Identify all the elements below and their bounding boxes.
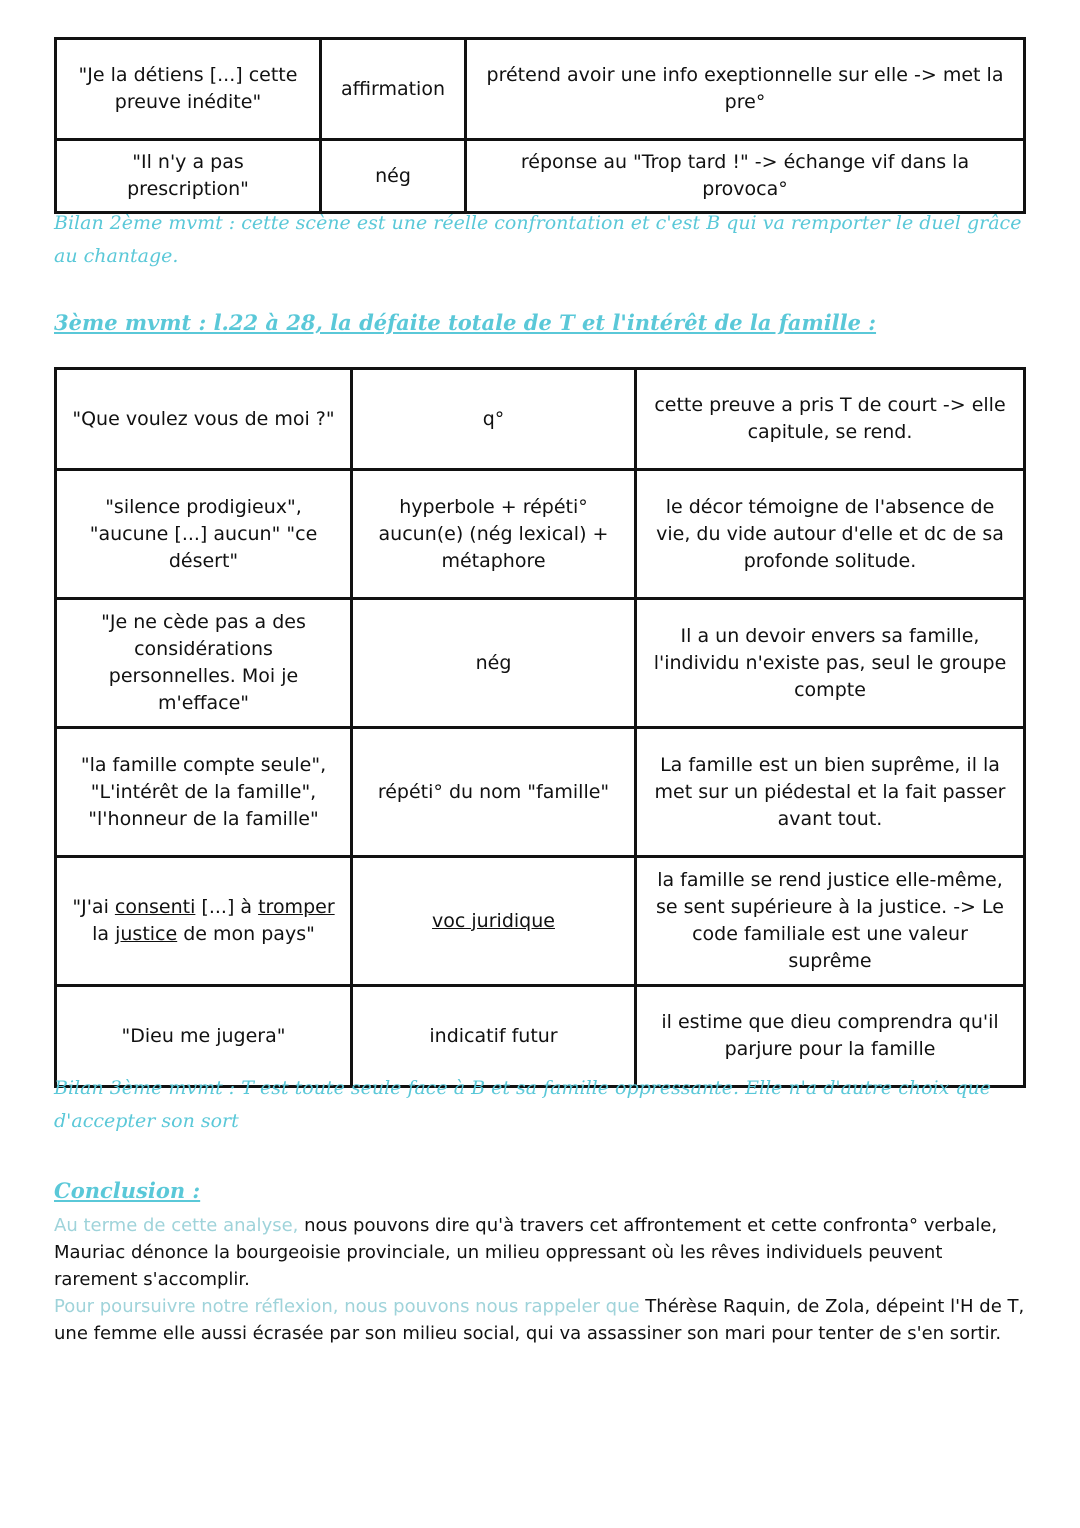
process-cell: q°	[352, 369, 636, 470]
quote-cell: "Que voulez vous de moi ?"	[56, 369, 352, 470]
analysis-table-part3	[54, 367, 1026, 1088]
process-cell: nég	[321, 140, 466, 213]
conclusion-paragraph-1: Au terme de cette analyse, nous pouvons dire qu'à travers cet affrontement et cette confronta° verbale, Mauriac dénonce la bourgeoisie provinciale, un milieu oppressant où les rêves individuels peuvent rarement s'accomplir.	[54, 1215, 998, 1290]
analysis-table-part2	[54, 37, 1026, 214]
table-row	[56, 857, 1025, 986]
interpretation-cell: la famille se rend justice elle-même, se sent supérieure à la justice. -> Le code familiale est une valeur suprême	[636, 857, 1025, 986]
process-cell: nég	[352, 599, 636, 728]
process-cell: voc juridique	[352, 857, 636, 986]
process-cell: répéti° du nom "famille"	[352, 728, 636, 857]
section-3-title: 3ème mvmt : l.22 à 28, la défaite totale de T et l'intérêt de la famille :	[54, 310, 877, 335]
quote-cell: "J'ai consenti [...] à tromper la justice de mon pays"	[56, 857, 352, 986]
table-row	[56, 140, 1025, 213]
interpretation-cell: le décor témoigne de l'absence de vie, du vide autour d'elle et dc de sa profonde solitude.	[636, 470, 1025, 599]
bilan-movement-3: Bilan 3ème mvmt : T est toute seule face à B et sa famille oppressante. Elle n'a d'autre choix que d'accepter son sort	[54, 1077, 992, 1132]
quote-cell: "Il n'y a pas prescription"	[56, 140, 321, 213]
table-row	[56, 599, 1025, 728]
quote-cell: "silence prodigieux", "aucune [...] aucun" "ce désert"	[56, 470, 352, 599]
underlined-word: consenti	[114, 896, 196, 918]
conclusion-paragraph-2: Pour poursuivre notre réflexion, nous pouvons nous rappeler que Thérèse Raquin, de Zola, dépeint l'H de T, une femme elle aussi écrasée par son milieu social, qui va assassiner son mari pour tenter de s'en sortir.	[54, 1296, 1025, 1344]
table-row	[56, 728, 1025, 857]
interpretation-cell: prétend avoir une info exeptionnelle sur elle -> met la pre°	[466, 39, 1025, 140]
table-row	[56, 39, 1025, 140]
interpretation-cell: cette preuve a pris T de court -> elle capitule, se rend.	[636, 369, 1025, 470]
process-cell: hyperbole + répéti° aucun(e) (nég lexical) + métaphore	[352, 470, 636, 599]
underlined-word: tromper	[258, 896, 335, 918]
table-row	[56, 369, 1025, 470]
interpretation-cell: il estime que dieu comprendra qu'il parjure pour la famille	[636, 986, 1025, 1087]
bilan-movement-2: Bilan 2ème mvmt : cette scène est une réelle confrontation et c'est B qui va remporter le duel grâce au chantage.	[54, 212, 1022, 267]
quote-cell: "Je ne cède pas a des considérations personnelles. Moi je m'efface"	[56, 599, 352, 728]
quote-cell: "Je la détiens [...] cette preuve inédite"	[56, 39, 321, 140]
transition-lead: Au terme de cette analyse,	[54, 1215, 299, 1236]
conclusion-title: Conclusion :	[54, 1178, 201, 1203]
process-cell: affirmation	[321, 39, 466, 140]
quote-cell: "Dieu me jugera"	[56, 986, 352, 1087]
interpretation-cell: réponse au "Trop tard !" -> échange vif dans la provoca°	[466, 140, 1025, 213]
transition-lead: Pour poursuivre notre réflexion, nous pouvons nous rappeler que	[54, 1296, 640, 1317]
process-cell: indicatif futur	[352, 986, 636, 1087]
underlined-word: justice	[115, 923, 178, 945]
interpretation-cell: Il a un devoir envers sa famille, l'individu n'existe pas, seul le groupe compte	[636, 599, 1025, 728]
table-row	[56, 470, 1025, 599]
quote-cell: "la famille compte seule", "L'intérêt de la famille", "l'honneur de la famille"	[56, 728, 352, 857]
interpretation-cell: La famille est un bien suprême, il la met sur un piédestal et la fait passer avant tout.	[636, 728, 1025, 857]
